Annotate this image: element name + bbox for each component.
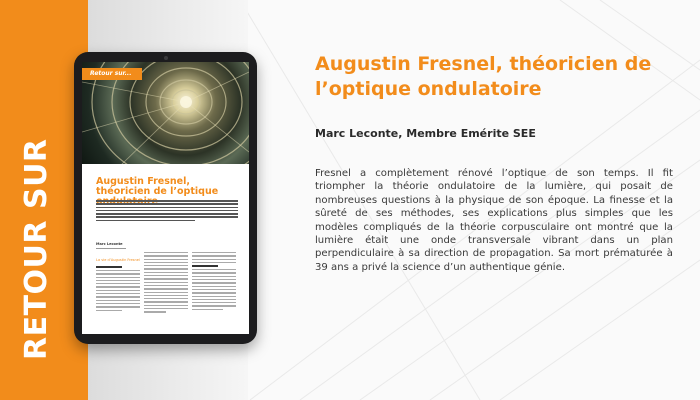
magazine-column-1 [96,266,140,313]
magazine-author: Marc Leconte [96,242,123,246]
magazine-author-role [96,248,126,249]
tablet-screen [82,62,249,334]
tablet-camera [164,56,168,60]
magazine-tag: Retour sur... [82,68,142,80]
magazine-lede-text [96,200,238,223]
magazine-column-2 [144,252,188,315]
magazine-running-head [96,168,236,173]
tablet-mockup [74,52,257,344]
article-title: Augustin Fresnel, théoricien de l’optique ondulatoire [315,53,652,100]
magazine-column-3 [192,252,236,312]
magazine-section-heading: La vie d’Augustin Fresnel [96,258,140,262]
article-summary: Fresnel a complètement rénové l’optique de son temps. Il fit triompher la théorie ondulatoire de la lumière, qui posait de nombreuses questions à la physique de son époque. La finesse et la sûreté de ses méthodes, ses explications plus simples que les modèles compliqués de la théorie corpusculaire ont montré que la lumière était une onde transversale vibrant dans un plan perpendiculaire à sa direction de propagation. Sa mort prématurée à 39 ans a privé la science d’un authentique génie. [315,168,673,273]
section-vertical-label: RETOUR SUR [19,138,54,360]
article-author: Marc Leconte, Membre Emérite SEE [315,127,536,140]
magazine-article-title: Augustin Fresnel, théoricien de l’optique [96,176,219,197]
lighthouse-lens-photo [82,62,249,164]
